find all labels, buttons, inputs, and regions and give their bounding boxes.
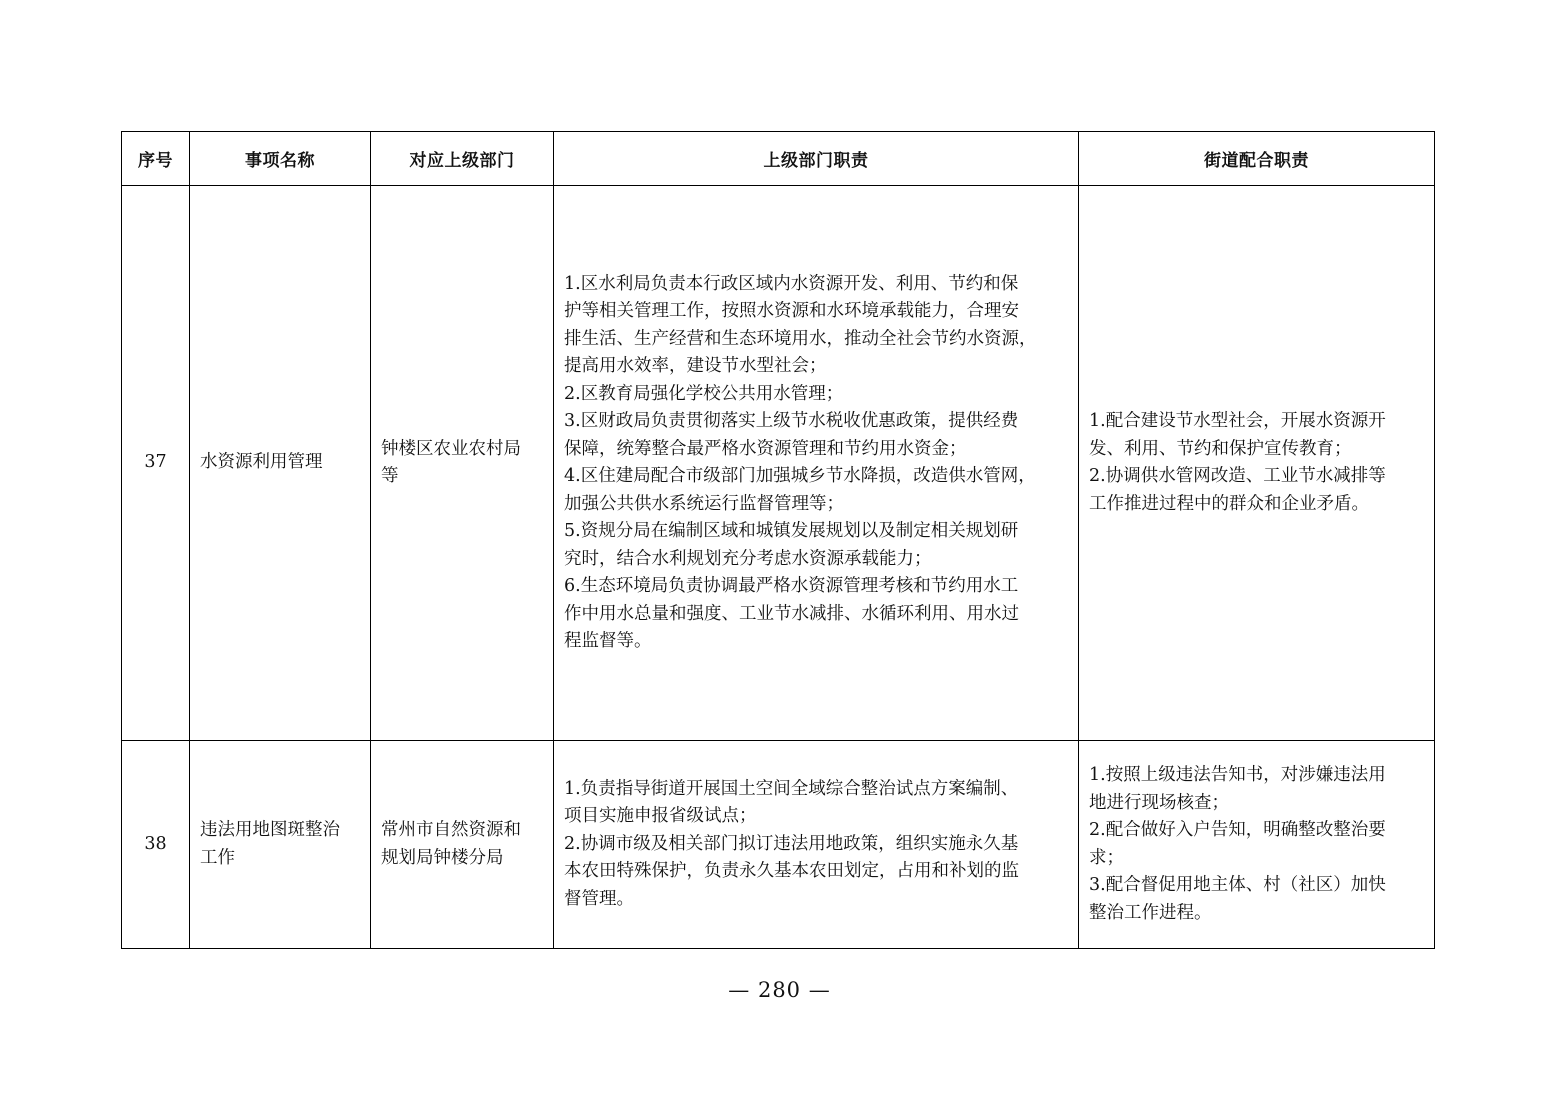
item-name-line: 违法用地图斑整治: [200, 820, 340, 840]
duty-line: 究时，结合水利规划充分考虑水资源承载能力；: [564, 548, 932, 569]
duty-line: 作中用水总量和强度、工业节水减排、水循环利用、用水过: [564, 603, 1019, 624]
street-duty-line: 地进行现场核查；: [1089, 792, 1229, 813]
duty-line: 4.区住建局配合市级部门加强城乡节水降损，改造供水管网，: [564, 466, 1036, 486]
department-line: 钟楼区农业农村局: [381, 438, 521, 459]
duty-line: 1.负责指导街道开展国土空间全域综合整治试点方案编制、: [564, 778, 1019, 799]
street-duty-line: 3.配合督促用地主体、村（社区）加快: [1089, 875, 1386, 895]
street-duty-line: 发、利用、节约和保护宣传教育；: [1089, 438, 1352, 459]
department-line: 规划局钟楼分局: [381, 847, 504, 868]
duty-line: 提高用水效率，建设节水型社会；: [564, 356, 827, 376]
duty-line: 6.生态环境局负责协调最严格水资源管理考核和节约用水工: [564, 576, 1019, 596]
street-duties-cell: [1079, 741, 1435, 949]
duty-line: 加强公共供水系统运行监督管理等；: [564, 493, 844, 514]
street-duty-line: 1.配合建设节水型社会，开展水资源开: [1089, 411, 1386, 431]
item-name-line: 工作: [200, 847, 235, 868]
duty-line: 保障，统筹整合最严格水资源管理和节约用水资金；: [564, 438, 967, 459]
street-duty-line: 整治工作进程。: [1089, 902, 1212, 923]
page-number: — 280 —: [728, 978, 831, 1002]
header-department: 对应上级部门: [371, 132, 554, 186]
duty-line: 1.区水利局负责本行政区域内水资源开发、利用、节约和保: [564, 273, 1019, 294]
street-duty-line: 2.配合做好入户告知，明确整改整治要: [1089, 820, 1386, 840]
header-street-duties: 街道配合职责: [1079, 132, 1435, 186]
header-superior-duties: 上级部门职责: [554, 132, 1079, 186]
table-row: [122, 741, 1435, 949]
duty-line: 程监督等。: [564, 631, 652, 651]
duty-line: 2.协调市级及相关部门拟订违法用地政策，组织实施永久基: [564, 833, 1019, 854]
header-number: 序号: [122, 132, 190, 186]
duty-line: 本农田特殊保护，负责永久基本农田划定，占用和补划的监: [564, 861, 1019, 882]
duty-line: 督管理。: [564, 888, 634, 909]
street-duty-line: 2.协调供水管网改造、工业节水减排等: [1089, 466, 1386, 486]
duty-line: 项目实施申报省级试点；: [564, 806, 757, 827]
duty-line: 2.区教育局强化学校公共用水管理；: [564, 383, 844, 404]
department-cell: [371, 741, 554, 949]
row-number: 38: [122, 741, 190, 949]
item-name-cell: [190, 741, 371, 949]
table-row: [122, 186, 1435, 741]
table-header-row: [122, 132, 1435, 186]
street-duties-cell: [1079, 186, 1435, 741]
duty-line: 护等相关管理工作，按照水资源和水环境承载能力，合理安: [564, 301, 1019, 321]
superior-duties-cell: [554, 186, 1079, 741]
item-name-cell: [190, 186, 371, 741]
department-line: 常州市自然资源和: [381, 820, 521, 840]
department-line: 等: [381, 466, 399, 486]
header-item-name: 事项名称: [190, 132, 371, 186]
duties-table: [121, 131, 1435, 949]
duty-line: 5.资规分局在编制区域和城镇发展规划以及制定相关规划研: [564, 521, 1019, 541]
item-name-line: 水资源利用管理: [200, 452, 323, 473]
street-duty-line: 求；: [1089, 847, 1124, 868]
street-duty-line: 1.按照上级违法告知书，对涉嫌违法用: [1089, 765, 1386, 785]
duty-line: 排生活、生产经营和生态环境用水，推动全社会节约水资源，: [564, 328, 1037, 349]
street-duty-line: 工作推进过程中的群众和企业矛盾。: [1089, 493, 1369, 514]
duty-line: 3.区财政局负责贯彻落实上级节水税收优惠政策，提供经费: [564, 411, 1019, 431]
department-cell: [371, 186, 554, 741]
superior-duties-cell: [554, 741, 1079, 949]
row-number: 37: [122, 186, 190, 741]
